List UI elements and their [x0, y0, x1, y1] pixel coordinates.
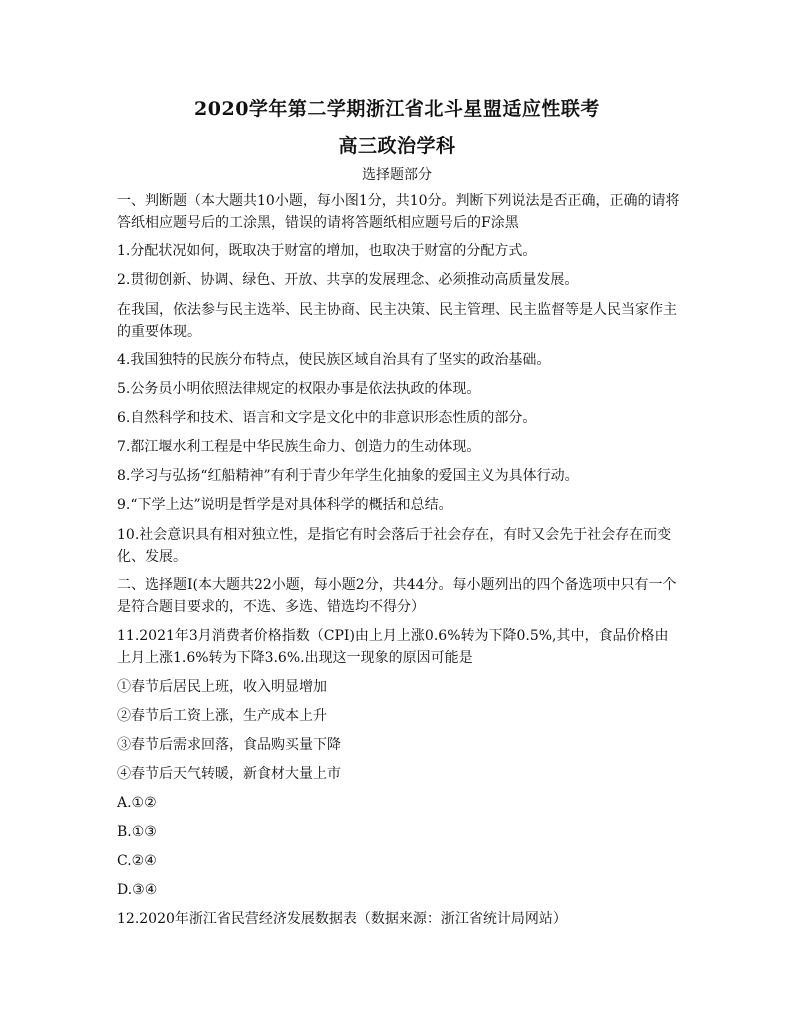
- judgment-item-5: 5.公务员小明依照法律规定的权限办事是依法执政的体现。: [117, 381, 481, 397]
- exam-title: 2020学年第二学期浙江省北斗星盟适应性联考: [194, 98, 600, 120]
- judgment-item-6: 6.自然科学和技术、语言和文字是文化中的非意识形态性质的部分。: [117, 410, 537, 426]
- question-11-statement-3: ③春节后需求回落，食品购买量下降: [117, 737, 341, 753]
- question-11-statement-1: ①春节后居民上班，收入明显增加: [117, 679, 327, 695]
- judgment-item-8: 8.学习与弘扬“红船精神”有利于青少年学生化抽象的爱国主义为具体行动。: [117, 468, 579, 484]
- section-2-heading: 二、选择题I(本大题共22小题，每小题2分，共44分。每小题列出的四个备选项中只有一个是符合题目要求的，不选、多选、错选均不得分）: [117, 577, 677, 615]
- question-11-statement-2: ②春节后工资上涨，生产成本上升: [117, 708, 327, 724]
- part-label: 选择题部分: [362, 167, 432, 183]
- question-11-option-b: B.①③: [117, 824, 157, 840]
- question-11-option-a: A.①②: [117, 795, 157, 811]
- question-11-option-d: D.③④: [117, 882, 158, 898]
- subject-title: 高三政治学科: [338, 135, 456, 157]
- question-11-stem: 11.2021年3月消费者价格指数（CPI)由上月上涨0.6%转为下降0.5%,其中，食品价格由上月上涨1.6%转为下降3.6%.出现这一现象的原因可能是: [117, 628, 669, 666]
- judgment-item-10: 10.社会意识具有相对独立性，是指它有时会落后于社会存在，有时又会先于社会存在而变化、发展。: [117, 527, 672, 565]
- judgment-item-4: 4.我国独特的民族分布特点，使民族区域自治具有了坚实的政治基础。: [117, 352, 551, 368]
- question-12-stem: 12.2020年浙江省民营经济发展数据表（数据来源：浙江省统计局网站）: [117, 911, 567, 927]
- judgment-item-1: 1.分配状况如何，既取决于财富的增加，也取决于财富的分配方式。: [117, 243, 537, 259]
- judgment-item-2: 2.贯彻创新、协调、绿色、开放、共享的发展理念、必须推动高质量发展。: [117, 272, 579, 288]
- judgment-item-9: 9.“下学上达”说明是哲学是对具体科学的概括和总结。: [117, 497, 453, 513]
- question-11-statement-4: ④春节后天气转暖，新食材大量上市: [117, 766, 341, 782]
- judgment-item-3: 在我国，依法参与民主选举、民主协商、民主决策、民主管理、民主监督等是人民当家作主的重要体现。: [117, 302, 677, 340]
- section-1-heading: 一、判断题（本大题共10小题，每小图1分，共10分。判断下列说法是否正确，正确的请将答纸相应题号后的工涂黑，错误的请将答题纸相应题号后的F涂黑: [117, 193, 680, 231]
- question-11-option-c: C.②④: [117, 853, 157, 869]
- judgment-item-7: 7.都江堰水利工程是中华民族生命力、创造力的生动体现。: [117, 439, 481, 455]
